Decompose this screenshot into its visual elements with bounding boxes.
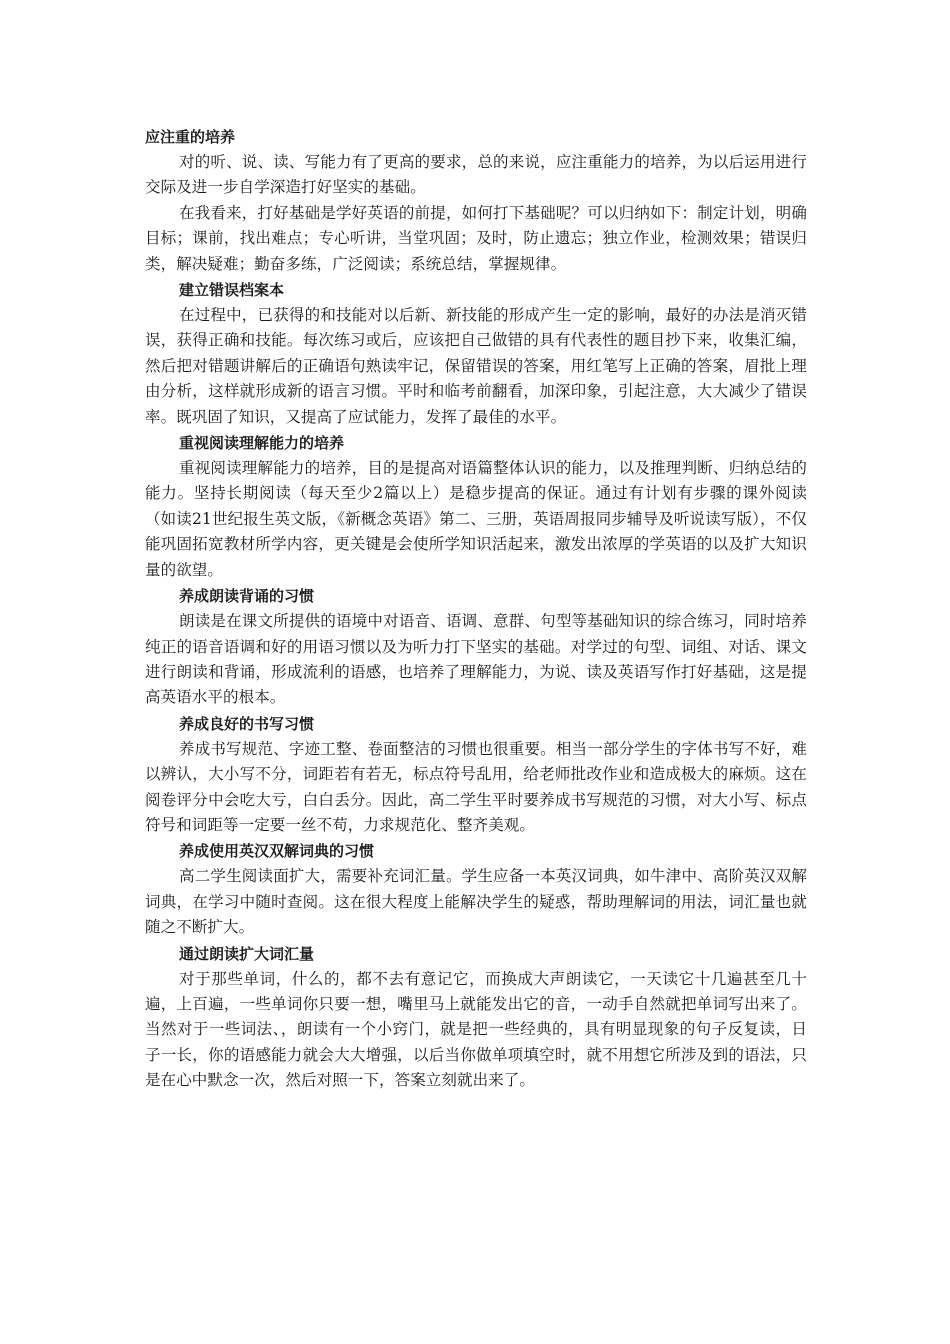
section-heading: 养成良好的书写习惯 <box>179 714 315 733</box>
paragraph: 重视阅读理解能力的培养，目的是提高对语篇整体认识的能力，以及推理判断、归纳总结的能力。坚持长期阅读（每天至少2篇以上）是稳步提高的保证。通过有计划有步骤的课外阅读（如读21世纪报生英文版，《新概念英语》第二、三册，英语周报同步辅导及听说读写版），不仅能巩固拓宽教材所学内容，更关键是会使所学知识活起来，激发出浓厚的学英语的以及扩大知识量的欲望。 <box>145 459 807 579</box>
paragraph: 对的听、说、读、写能力有了更高的要求，总的来说，应注重能力的培养，为以后运用进行交际及进一步自学深造打好坚实的基础。 <box>145 153 807 197</box>
paragraph: 在过程中，已获得的和技能对以后新、新技能的形成产生一定的影响，最好的办法是消灭错误，获得正确和技能。每次练习或后，应该把自己做错的具有代表性的题目抄下来，收集汇编，然后把对错题讲解后的正确语句熟读牢记，保留错误的答案，用红笔写上正确的答案，眉批上理由分析，这样就形成新的语言习惯。平时和临考前翻看，加深印象，引起注意，大大减少了错误率。既巩固了知识，又提高了应试能力，发挥了最佳的水平。 <box>145 306 807 426</box>
section-heading: 重视阅读理解能力的培养 <box>179 434 345 453</box>
section-heading: 通过朗读扩大词汇量 <box>179 944 315 963</box>
paragraph: 朗读是在课文所提供的语境中对语音、语调、意群、句型等基础知识的综合练习，同时培养纯正的语音语调和好的用语习惯以及为听力打下坚实的基础。对学过的句型、词组、对话、课文进行朗读和背诵，形成流利的语感，也培养了理解能力，为说、读及英语写作打好基础，这是提高英语水平的根本。 <box>145 612 807 707</box>
paragraph: 在我看来，打好基础是学好英语的前提，如何打下基础呢？可以归纳如下：制定计划，明确目标；课前，找出难点；专心听讲，当堂巩固；及时，防止遗忘；独立作业，检测效果；错误归类，解决疑难；勤奋多练，广泛阅读；系统总结，掌握规律。 <box>145 203 807 273</box>
section-heading: 养成使用英汉双解词典的习惯 <box>179 842 375 861</box>
paragraph: 对于那些单词，什么的，都不去有意记它，而换成大声朗读它，一天读它十几遍甚至几十遍，上百遍，一些单词你只要一想，嘴里马上就能发出它的音，一动手自然就把单词写出来了。当然对于一些词法、，朗读有一个小窍门，就是把一些经典的，具有明显现象的句子反复读，日子一长，你的语感能力就会大大增强，以后当你做单项填空时，就不用想它所涉及到的语法，只是在心中默念一次，然后对照一下，答案立刻就出来了。 <box>145 969 807 1090</box>
paragraph: 养成书写规范、字迹工整、卷面整洁的习惯也很重要。相当一部分学生的字体书写不好，难以辨认，大小写不分，词距若有若无，标点符号乱用，给老师批改作业和造成极大的麻烦。这在阅卷评分中会吃大亏，白白丢分。因此，高二学生平时要养成书写规范的习惯，对大小写、标点符号和词距等一定要一丝不苟，力求规范化、整齐美观。 <box>145 739 807 834</box>
paragraph: 高二学生阅读面扩大，需要补充词汇量。学生应备一本英汉词典，如牛津中、高阶英汉双解词典，在学习中随时查阅。这在很大程度上能解决学生的疑惑，帮助理解词的用法，词汇量也就随之不断扩大。 <box>145 867 807 937</box>
section-heading: 应注重的培养 <box>145 128 236 146</box>
section-heading: 建立错误档案本 <box>179 281 285 300</box>
section-heading: 养成朗读背诵的习惯 <box>179 587 315 606</box>
document-page <box>145 124 807 1094</box>
